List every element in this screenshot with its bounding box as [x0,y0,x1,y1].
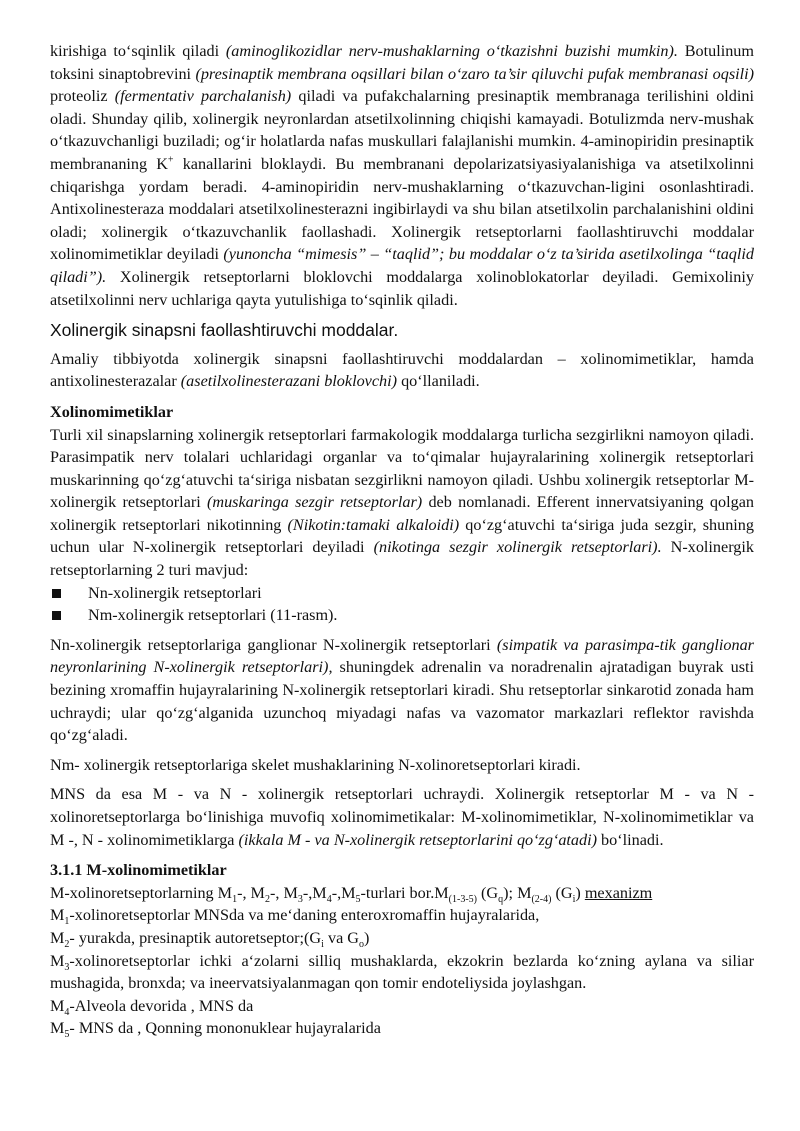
paragraph-botulinum: kirishiga to‘sqinlik qiladi (aminoglikozidlar nerv-mushaklarning o‘tkazishni buzishi mumkin). Botulinum toksini sinaptobrevini (presinaptik membrana oqsillari bilan o‘zaro ta’sir qiluvchi pufak membranasi oqsili) proteoliz (fermentativ parchalanish) qiladi va pufakchalarning presinaptik membranaga terilishini oldini oladi. Shunday qilib, xolinergik neyronlardan atsetilxolinning chiqishi kamayadi. Botulizmda nerv-mushak o‘tkazuvchanligi buziladi; og‘ir holatlarda nafas muskullari falajlanishi mumkin. 4-aminopiridin presinaptik membrananing K+ kanallarini bloklaydi. Bu membranani depolarizatsiyasiyalanishiga va atsetilxolinni chiqarishga yordam beradi. 4-aminopiridin nerv-mushaklarning o‘tkazuvchan-ligini osonlashtiradi. Antixolinesteraza moddalari atsetilxolinesterazni ingibirlaydi va shu bilan atsetilxolin parchalanishini oldini oladi; xolinergik o‘tkazuvchanlik faollashadi. Xolinergik retseptorlarni faollashtiruvchi moddalar xolinomimetiklar deyiladi (yunoncha “mimesis” – “taqlid”; bu moddalar o‘z ta’sirida asetilxolinga “taqlid qiladi”). Xolinergik retseptorlarni bloklovchi moddalarga xolinoblokatorlar deyiladi. Gemixoliniy atsetilxolinni nerv uchlariga qayta yutulishiga to‘sqinlik qiladi. [50,42,754,309]
receptor-type-list [50,582,754,627]
subheading-m-xolinomimetiklar: 3.1.1 M-xolinomimetiklar [50,861,227,880]
square-bullet-icon [52,589,61,598]
square-bullet-icon [52,611,61,620]
paragraph-m-types: M-xolinoretseptorlarning $M_1-$, $M_2-$, $M_3-,M_4-,M_5$-turlari $bor.M_{(1-3-5)}$ $(G_q)$; $M_{(2-4)}$ $(G_i)$ mexanizm [50,883,653,906]
paragraph-mns: MNS da esa M - va N - xolinergik retseptorlari uchraydi. Xolinergik retseptorlar M - va N - xolinoretseptorlarga bo‘linishiga muvofiq xolinomimetikalar: M-xolinomimetiklar, N-xolinomimetiklar va M -, N - xolinomimetiklarga (ikkala M - va N-xolinergik retseptorlarini qo‘zg‘atadi) bo‘linadi. [50,785,754,849]
list-item: Nn-xolinergik retseptorlari [50,582,754,605]
paragraph-nn-receptors: Nn-xolinergik retseptorlariga ganglionar N-xolinergik retseptorlari (simpatik va parasimpa-tik ganglionar neyronlarining N-xolinergik retseptorlari), shuningdek adrenalin va noradrenalin ajratadigan buyrak usti bezining xromaffin hujayralarining N-xolinergik retseptorlari kiradi. Shu retseptorlar sinkarotid zonada ham uchraydi; ular qo‘zg‘alganida uzunchoq miyadagi nafas va vazomator markazlari reflektor ravishda qo‘zg‘aladi. [50,635,754,745]
line-m5: $M_5-$ MNS da , Qonning mononuklear hujayralarida [50,1019,381,1041]
line-m2: $M_2-$ yurakda, presinaptik $autoretseptor;(G_i$ va $G_o$) [50,928,370,951]
paragraph-practical-use: Amaliy tibbiyotda xolinergik sinapsni faollashtiruvchi moddalardan – xolinomimetiklar, hamda antixolinesterazalar (asetilxolinesterazani bloklovchi) qo‘llaniladi. [50,349,754,391]
section-heading: Xolinergik sinapsni faollashtiruvchi moddalar. [50,320,399,341]
line-m3: $M_3$-xolinoretseptorlar ichki a‘zolarni silliq mushaklarda, ekzokrin bezlarda ko‘zning aylana va siliar mushagida, bronxda; va ineervatsiyalanmagan qon tomir endoteliysida joylashgan. [50,951,754,993]
line-m1: $M_1$-xolinoretseptorlar MNSda va me‘daning enteroxromaffin hujayralarida, [50,906,540,928]
list-item: Nm-xolinergik retseptorlari (11-rasm). [50,604,754,627]
subheading-xolinomimetiklar: Xolinomimetiklar [50,402,174,421]
paragraph-receptors: Turli xil sinapslarning xolinergik retseptorlari farmakologik moddalarga turlicha sezgirlikni namoyon qiladi. Parasimpatik nerv tolalari uchlaridagi organlar va to‘qimalar hujayralarining xolinergik retseptorlari muskarinning qo‘zg‘atuvchi ta‘siriga nisbatan sezgirlikni namoyon qiladi. Ushbu xolinergik retseptorlar M-xolinergik retseptorlari (muskaringa sezgir retseptorlar) deb nomlanadi. Efferent innervatsiyaning qolgan xolinergik retseptorlari nikotinning (Nikotin:tamaki alkaloidi) qo‘zg‘atuvchi ta‘siriga juda sezgir, shuning uchun ular N-xolinergik retseptorlari deyiladi (nikotinga sezgir xolinergik retseptorlari). N-xolinergik retseptorlarning 2 turi mavjud: [50,425,754,580]
line-m4: $M_4$-Alveola devorida , MNS da [50,996,254,1018]
paragraph-nm-receptors: Nm- xolinergik retseptorlariga skelet mushaklarining N-xolinoretseptorlari kiradi. [50,755,581,774]
